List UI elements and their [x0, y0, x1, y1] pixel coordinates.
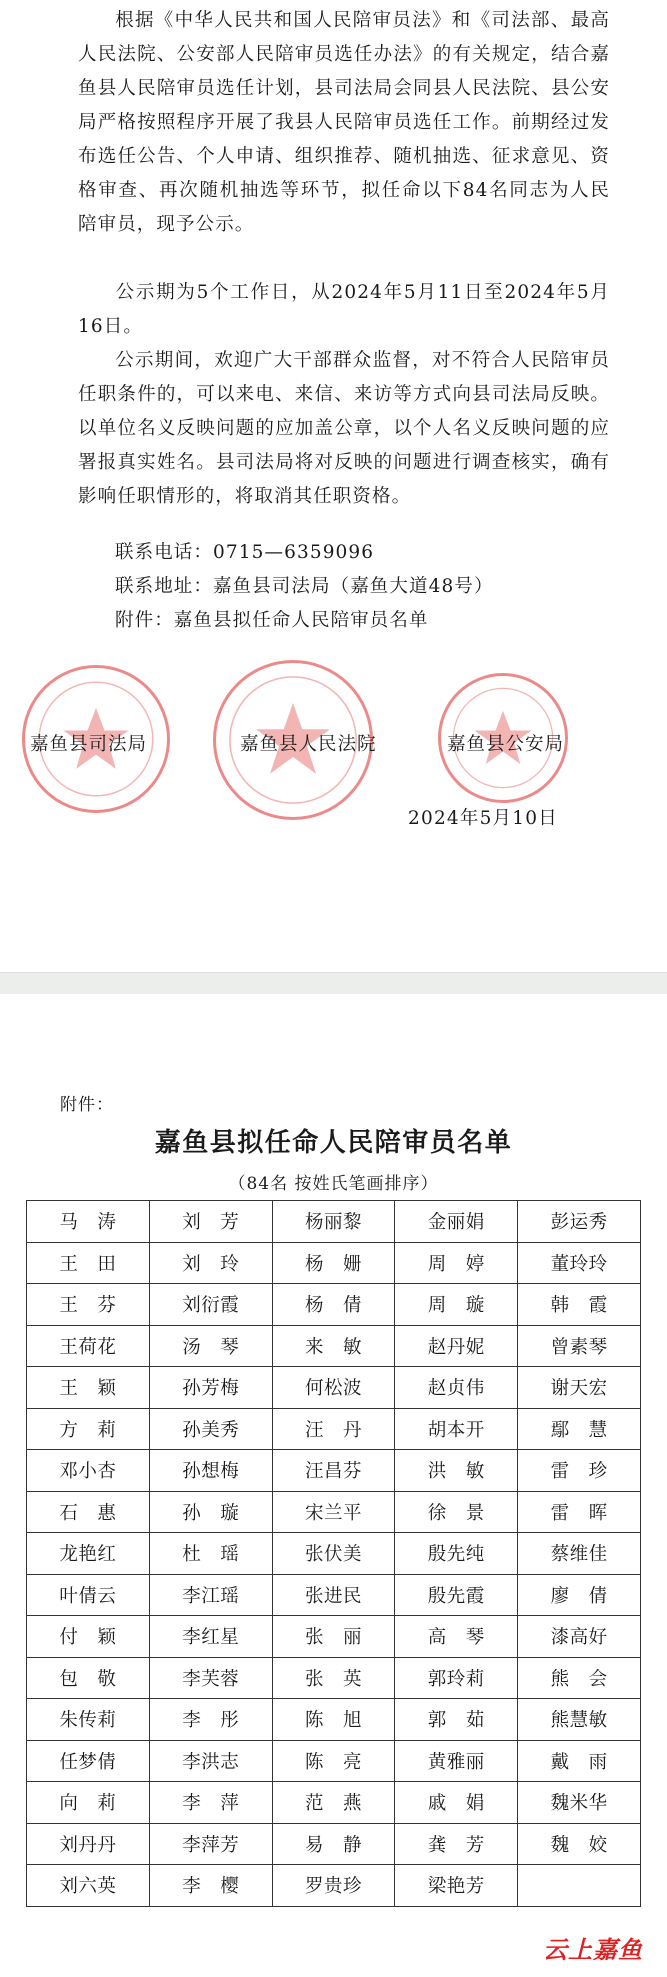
name-cell: 雷 晖: [518, 1491, 641, 1533]
name-cell: 孙美秀: [149, 1408, 272, 1450]
name-cell: 洪 敏: [395, 1450, 518, 1492]
name-cell: 彭运秀: [518, 1201, 641, 1243]
signatory-court: 嘉鱼县人民法院: [240, 734, 377, 755]
name-cell: 龙艳红: [27, 1533, 150, 1575]
name-cell: 杨 倩: [272, 1284, 395, 1326]
signatory-justice-bureau: 嘉鱼县司法局: [30, 734, 148, 755]
name-cell: 汪昌芬: [272, 1450, 395, 1492]
table-row: [27, 1367, 641, 1409]
name-cell: 汪 丹: [272, 1408, 395, 1450]
name-cell: 李 樱: [149, 1865, 272, 1907]
name-cell: 高 琴: [395, 1616, 518, 1658]
name-cell: 徐 景: [395, 1491, 518, 1533]
name-cell: 胡本开: [395, 1408, 518, 1450]
name-cell: 马 涛: [27, 1201, 150, 1243]
name-cell: 杨 姗: [272, 1242, 395, 1284]
name-cell: 王荷花: [27, 1325, 150, 1367]
table-row: [27, 1616, 641, 1658]
name-cell: 刘 玲: [149, 1242, 272, 1284]
name-cell: 蔡维佳: [518, 1533, 641, 1575]
name-cell: 石 惠: [27, 1491, 150, 1533]
attachment-note: 附件：嘉鱼县拟任命人民陪审员名单: [115, 610, 429, 631]
name-cell: 王 芬: [27, 1284, 150, 1326]
name-cell: 王 颖: [27, 1367, 150, 1409]
table-row: [27, 1533, 641, 1575]
name-cell: 张伏美: [272, 1533, 395, 1575]
notice-paragraph-3: 公示期间，欢迎广大干部群众监督，对不符合人民陪审员任职条件的，可以来电、来信、来访等方式向县司法局反映。以单位名义反映问题的应加盖公章，以个人名义反映问题的应署报真实姓名。县司法局将对反映的问题进行调查核实，确有影响任职情形的，将取消其任职资格。: [78, 350, 610, 507]
table-row: [27, 1865, 641, 1907]
attachment-page: [0, 994, 667, 1977]
name-cell: 赵贞伟: [395, 1367, 518, 1409]
name-cell: 鄢 慧: [518, 1408, 641, 1450]
table-row: [27, 1740, 641, 1782]
table-row: [27, 1450, 641, 1492]
watermark-logo: 云上嘉鱼: [543, 1936, 643, 1964]
name-cell: 韩 霞: [518, 1284, 641, 1326]
name-cell: 方 莉: [27, 1408, 150, 1450]
name-cell: 邓小杏: [27, 1450, 150, 1492]
name-cell: 廖 倩: [518, 1574, 641, 1616]
list-subtitle: （84名 按姓氏笔画排序）: [228, 1174, 439, 1194]
name-cell: 熊 会: [518, 1657, 641, 1699]
notice-paragraph-2: 公示期为5个工作日，从2024年5月11日至2024年5月16日。: [78, 282, 610, 337]
table-row: [27, 1574, 641, 1616]
table-row: [27, 1408, 641, 1450]
table-row: [27, 1782, 641, 1824]
name-cell: 刘丹丹: [27, 1823, 150, 1865]
name-cell: 龚 芳: [395, 1823, 518, 1865]
attachment-label: 附件：: [60, 1095, 114, 1115]
name-cell: 陈 亮: [272, 1740, 395, 1782]
name-cell: 易 静: [272, 1823, 395, 1865]
name-cell: 殷先霞: [395, 1574, 518, 1616]
name-cell: 孙想梅: [149, 1450, 272, 1492]
name-cell: 魏 姣: [518, 1823, 641, 1865]
name-cell: 刘 芳: [149, 1201, 272, 1243]
name-cell: 李洪志: [149, 1740, 272, 1782]
name-cell: 刘六英: [27, 1865, 150, 1907]
table-row: [27, 1325, 641, 1367]
name-cell: 李 萍: [149, 1782, 272, 1824]
juror-name-table: [26, 1200, 641, 1907]
name-cell: 李萍芳: [149, 1823, 272, 1865]
name-cell: 来 敏: [272, 1325, 395, 1367]
name-cell: 张 英: [272, 1657, 395, 1699]
name-cell: 叶倩云: [27, 1574, 150, 1616]
notice-paragraph-1: 根据《中华人民共和国人民陪审员法》和《司法部、最高人民法院、公安部人民陪审员选任办法》的有关规定，结合嘉鱼县人民陪审员选任计划，县司法局会同县人民法院、县公安局严格按照程序开展了我县人民陪审员选任工作。前期经过发布选任公告、个人申请、组织推荐、随机抽选、征求意见、资格审查、再次随机抽选等环节，拟任命以下84名同志为人民陪审员，现予公示。: [78, 10, 610, 235]
notice-page: [0, 0, 667, 972]
name-cell: [518, 1865, 641, 1907]
name-cell: 何松波: [272, 1367, 395, 1409]
name-cell: 杜 瑶: [149, 1533, 272, 1575]
list-title: 嘉鱼县拟任命人民陪审员名单: [154, 1128, 513, 1158]
name-cell: 陈 旭: [272, 1699, 395, 1741]
name-cell: 梁艳芳: [395, 1865, 518, 1907]
table-row: [27, 1491, 641, 1533]
name-cell: 戴 雨: [518, 1740, 641, 1782]
name-cell: 孙 璇: [149, 1491, 272, 1533]
name-cell: 张进民: [272, 1574, 395, 1616]
name-cell: 朱传莉: [27, 1699, 150, 1741]
name-cell: 范 燕: [272, 1782, 395, 1824]
table-row: [27, 1242, 641, 1284]
name-cell: 杨丽黎: [272, 1201, 395, 1243]
table-row: [27, 1699, 641, 1741]
name-cell: 董玲玲: [518, 1242, 641, 1284]
name-cell: 漆高好: [518, 1616, 641, 1658]
page-divider: [0, 972, 667, 996]
name-cell: 宋兰平: [272, 1491, 395, 1533]
name-cell: 包 敬: [27, 1657, 150, 1699]
name-cell: 李江瑶: [149, 1574, 272, 1616]
name-cell: 戚 娟: [395, 1782, 518, 1824]
contact-phone: 联系电话：0715—6359096: [115, 542, 375, 563]
name-cell: 张 丽: [272, 1616, 395, 1658]
contact-address: 联系地址：嘉鱼县司法局（嘉鱼大道48号）: [115, 576, 494, 597]
name-cell: 罗贵珍: [272, 1865, 395, 1907]
name-cell: 郭玲莉: [395, 1657, 518, 1699]
name-cell: 雷 珍: [518, 1450, 641, 1492]
name-cell: 魏米华: [518, 1782, 641, 1824]
name-cell: 曾素琴: [518, 1325, 641, 1367]
name-cell: 孙芳梅: [149, 1367, 272, 1409]
name-cell: 刘衍霞: [149, 1284, 272, 1326]
name-cell: 周 婷: [395, 1242, 518, 1284]
name-cell: 汤 琴: [149, 1325, 272, 1367]
table-row: [27, 1657, 641, 1699]
name-cell: 殷先纯: [395, 1533, 518, 1575]
name-cell: 李红星: [149, 1616, 272, 1658]
table-row: [27, 1201, 641, 1243]
name-cell: 向 莉: [27, 1782, 150, 1824]
signatory-public-security: 嘉鱼县公安局: [447, 734, 565, 755]
name-cell: 任梦倩: [27, 1740, 150, 1782]
name-cell: 熊慧敏: [518, 1699, 641, 1741]
name-cell: 周 璇: [395, 1284, 518, 1326]
name-cell: 黄雅丽: [395, 1740, 518, 1782]
name-cell: 李芙蓉: [149, 1657, 272, 1699]
name-cell: 付 颖: [27, 1616, 150, 1658]
table-row: [27, 1823, 641, 1865]
notice-date: 2024年5月10日: [408, 808, 558, 829]
name-cell: 李 彤: [149, 1699, 272, 1741]
name-cell: 赵丹妮: [395, 1325, 518, 1367]
name-cell: 王 田: [27, 1242, 150, 1284]
name-cell: 郭 茹: [395, 1699, 518, 1741]
name-cell: 谢天宏: [518, 1367, 641, 1409]
table-row: [27, 1284, 641, 1326]
name-cell: 金丽娟: [395, 1201, 518, 1243]
